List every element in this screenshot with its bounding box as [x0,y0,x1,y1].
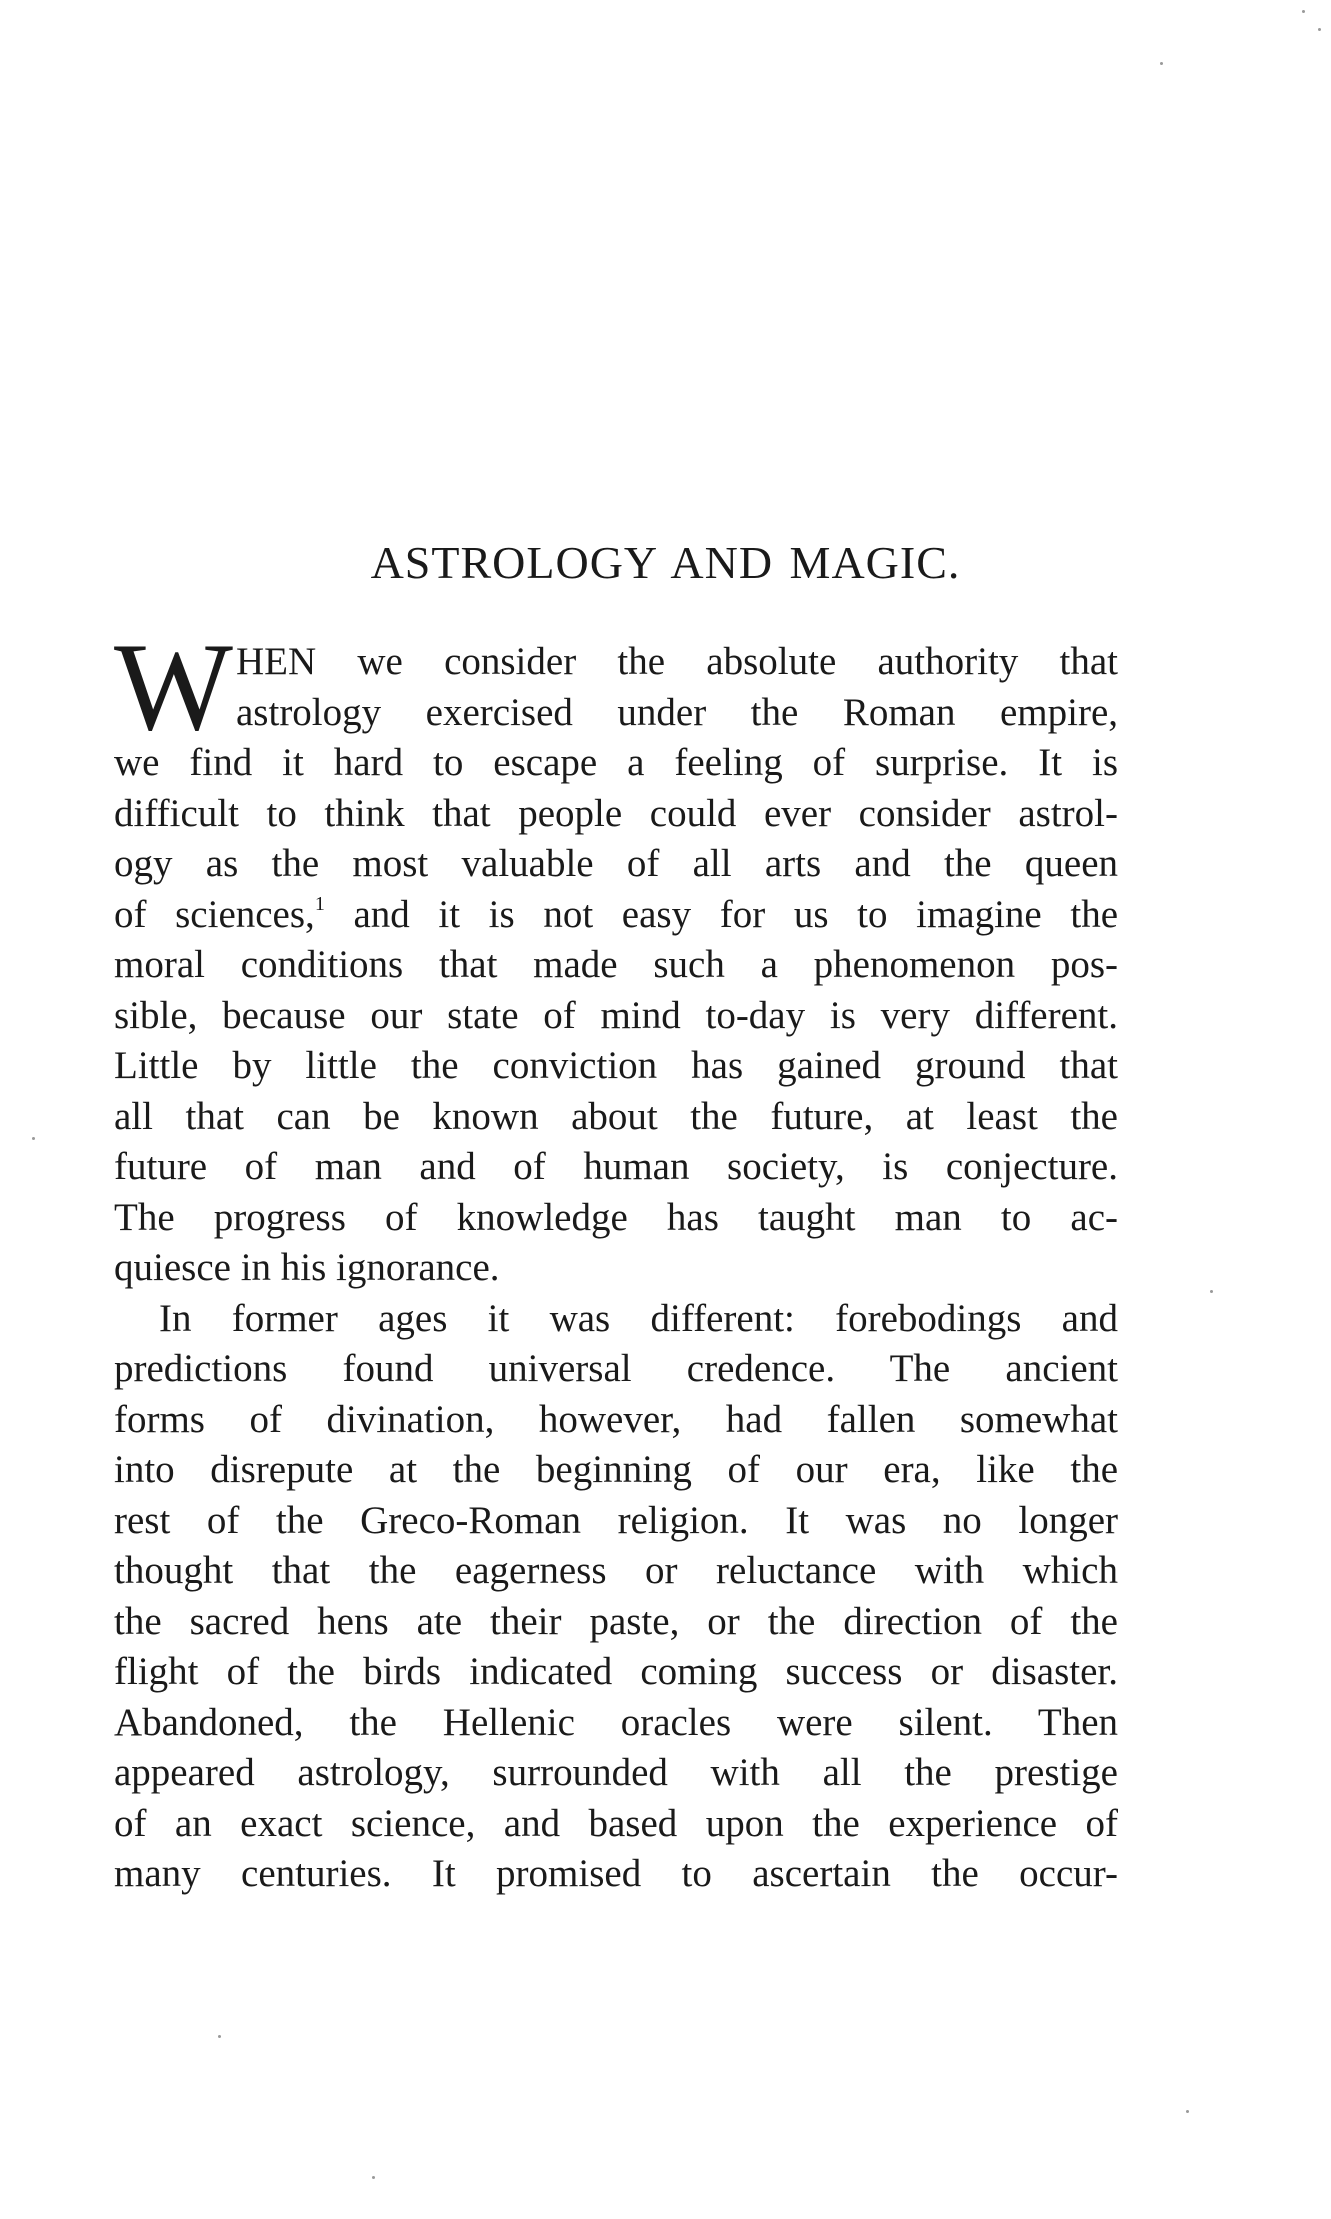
text-line: the sacred hens ate their paste, or the direction of the [114,1599,1118,1643]
text-line: difficult to think that people could ever consider astrol- [114,791,1118,835]
paper-speck [218,2035,221,2038]
paper-speck [1318,28,1321,31]
text-line: The progress of knowledge has taught man to ac- [114,1195,1118,1239]
text-line: sible, because our state of mind to-day is very different. [114,993,1118,1037]
text-line: Abandoned, the Hellenic oracles were silent. Then [114,1700,1118,1744]
chapter-heading: ASTROLOGY AND MAGIC. [370,537,961,588]
text-line: astrology exercised under the Roman empire, [236,690,1118,734]
text-line: Little by little the conviction has gained ground that [114,1044,1118,1087]
paper-speck [1210,1290,1213,1293]
text-line: predictions found universal credence. The ancient [114,1347,1118,1390]
text-line: flight of the birds indicated coming success or disaster. [114,1650,1118,1693]
paper-speck [372,2176,375,2179]
text-line: of an exact science, and based upon the experience of [114,1801,1118,1845]
text-line: appeared astrology, surrounded with all the prestige [114,1751,1118,1794]
text-line: forms of divination, however, had fallen somewhat [114,1397,1118,1441]
text-line: we find it hard to escape a feeling of surprise. It is [114,741,1118,784]
footnote-marker: 1 [314,892,325,915]
text-line: rest of the Greco-Roman religion. It was no longer [114,1498,1118,1542]
text-line: ogy as the most valuable of all arts and the queen [114,842,1118,885]
text-line: moral conditions that made such a phenomenon pos- [114,943,1118,986]
text-line: In former ages it was different: forebodings and [159,1296,1118,1340]
text-line [114,890,1118,941]
paper-speck [1302,10,1305,13]
text-line: future of man and of human society, is conjecture. [114,1145,1118,1188]
paper-speck [1160,62,1163,65]
paper-speck [1186,2110,1189,2113]
text-line: quiesce in his ignorance. [114,1246,500,1289]
body-text [114,637,1118,1900]
paper-speck [32,1137,35,1140]
text-fragment: of sciences, [114,892,315,936]
drop-cap-letter: W [114,618,233,757]
text-line: into disrepute at the beginning of our era, like the [114,1448,1118,1491]
text-line: all that can be known about the future, at least the [114,1094,1118,1138]
text-line: many centuries. It promised to ascertain the occur- [114,1852,1118,1895]
text-line: thought that the eagerness or reluctance with which [114,1549,1118,1592]
text-line: HEN we consider the absolute authority that [236,640,1118,683]
text-fragment: and it is not easy for us to imagine the [324,892,1119,936]
